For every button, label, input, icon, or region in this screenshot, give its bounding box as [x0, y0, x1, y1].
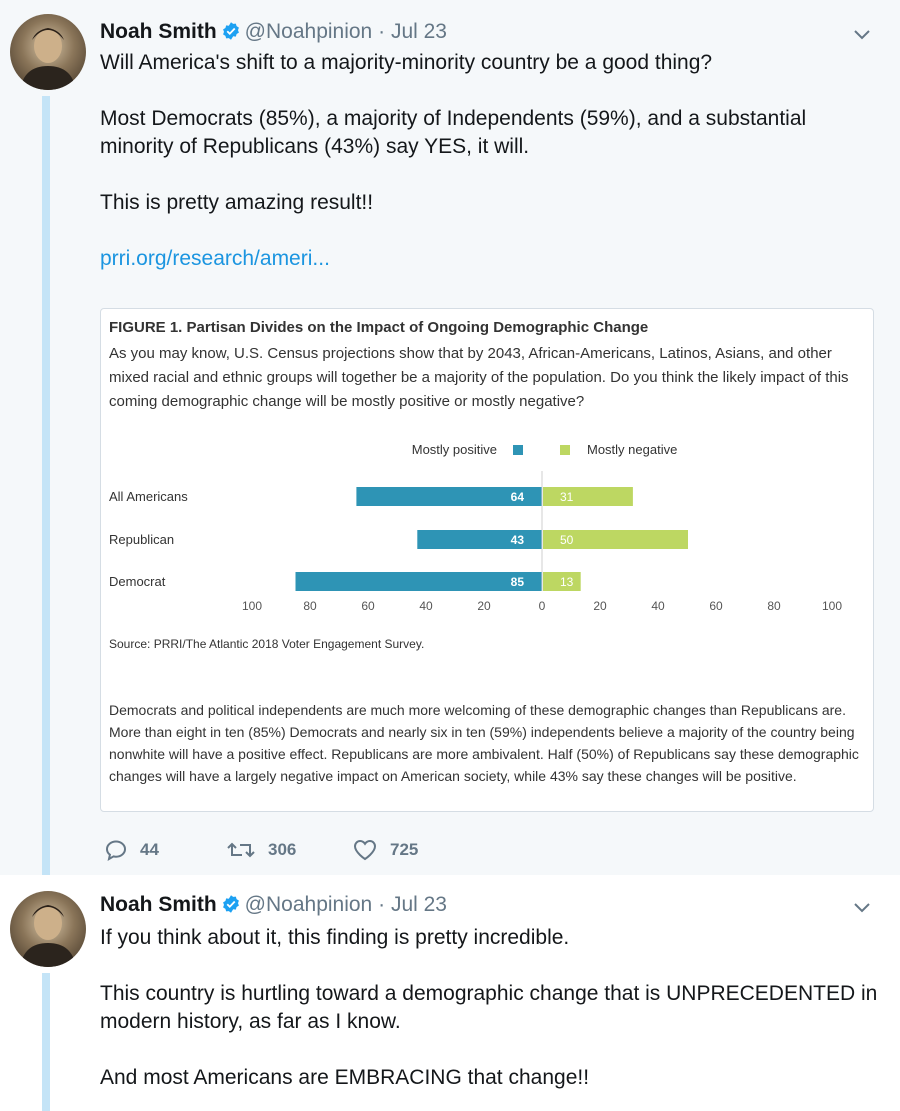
tweet-header — [100, 19, 447, 48]
reply-button[interactable] — [104, 838, 159, 862]
bar-positive-label: 64 — [510, 490, 524, 504]
author-handle[interactable]: @Noahpinion — [244, 20, 373, 43]
bar-negative-label: 50 — [560, 533, 574, 547]
legend-positive-swatch — [513, 445, 523, 455]
x-tick-label: 80 — [767, 599, 781, 613]
x-tick-label: 100 — [821, 599, 843, 613]
tweet-paragraph: This country is hurtling toward a demographic change that is UNPRECEDENTED in modern history, as far as I know. — [100, 982, 878, 1033]
tweet-text — [100, 49, 880, 273]
bar-positive-label: 85 — [510, 575, 524, 589]
diverging-bar-chart — [101, 429, 873, 619]
verified-badge-icon — [221, 894, 241, 921]
tweet-paragraph: And most Americans are EMBRACING that change!! — [100, 1066, 590, 1089]
timestamp[interactable]: Jul 23 — [390, 20, 447, 43]
avatar-portrait-icon — [10, 891, 86, 967]
reply-icon — [104, 838, 128, 862]
chevron-down-icon[interactable] — [850, 895, 874, 919]
tweet-header — [100, 892, 447, 921]
heart-icon — [352, 838, 378, 862]
bar-negative-label: 13 — [560, 575, 574, 589]
tweet-text — [100, 924, 880, 1092]
x-tick-label: 60 — [361, 599, 375, 613]
legend — [412, 442, 678, 457]
avatar[interactable] — [10, 14, 86, 90]
avatar-portrait-icon — [10, 14, 86, 90]
category-label: Republican — [109, 532, 175, 547]
chevron-down-icon[interactable] — [850, 22, 874, 46]
x-tick-label: 20 — [477, 599, 491, 613]
bar-positive — [296, 572, 543, 591]
verified-badge-icon — [221, 21, 241, 48]
tweet-link[interactable]: prri.org/research/ameri... — [100, 247, 330, 270]
author-name[interactable]: Noah Smith — [100, 20, 217, 43]
legend-negative-swatch — [560, 445, 570, 455]
like-count: 725 — [390, 840, 419, 859]
figure-source: Source: PRRI/The Atlantic 2018 Voter Engagement Survey. — [109, 637, 425, 651]
separator-dot: · — [378, 20, 386, 43]
x-tick-label: 20 — [593, 599, 607, 613]
like-button[interactable] — [352, 838, 418, 862]
figure-description: Democrats and political independents are much more welcoming of these demographic changes than Republicans are. More than eight in ten (85%) Democrats and nearly six in ten (59%) independents believe a majority of the country being nonwhite will have a positive effect. Republicans are more ambivalent. Half (50%) of Republicans say these demographic changes will have a largely negative impact on American society, while 43% say these changes will be positive. — [109, 702, 859, 784]
figure-title: FIGURE 1. Partisan Divides on the Impact of Ongoing Demographic Change — [109, 319, 649, 336]
retweet-count: 306 — [268, 840, 297, 859]
separator-dot: · — [378, 893, 386, 916]
retweet-icon — [226, 838, 256, 862]
retweet-button[interactable] — [226, 838, 296, 862]
tweet-paragraph: Most Democrats (85%), a majority of Independents (59%), and a substantial minority of Republicans (43%) say YES, it will. — [100, 107, 807, 158]
timestamp[interactable]: Jul 23 — [390, 893, 447, 916]
legend-positive-label: Mostly positive — [411, 442, 497, 457]
tweet-2[interactable] — [0, 875, 900, 1111]
figure-question: As you may know, U.S. Census projections show that by 2043, African-Americans, Latinos, Asians, and other mixed racial and ethnic groups will together be a majority of the population. Do you think the likely impact of this coming demographic change will be mostly positive or mostly negative? — [109, 345, 849, 410]
x-tick-label: 40 — [651, 599, 665, 613]
thread-line — [42, 973, 50, 1111]
x-tick-label: 40 — [419, 599, 433, 613]
thread-line — [42, 96, 50, 875]
tweet-paragraph: Will America's shift to a majority-minority country be a good thing? — [100, 51, 713, 74]
x-tick-label: 60 — [709, 599, 723, 613]
figure-card[interactable] — [100, 308, 874, 812]
x-tick-label: 80 — [303, 599, 317, 613]
bar-negative — [543, 487, 633, 506]
tweet-paragraph: This is pretty amazing result!! — [100, 191, 374, 214]
author-handle[interactable]: @Noahpinion — [244, 893, 373, 916]
tweet-paragraph: If you think about it, this finding is pretty incredible. — [100, 926, 570, 949]
x-tick-label: 0 — [538, 599, 546, 613]
reply-count: 44 — [140, 840, 159, 859]
bar-positive-label: 43 — [510, 533, 524, 547]
x-tick-label: 100 — [241, 599, 263, 613]
category-label: Democrat — [109, 574, 166, 589]
bar-negative-label: 31 — [560, 490, 574, 504]
legend-negative-label: Mostly negative — [587, 442, 678, 457]
author-name[interactable]: Noah Smith — [100, 893, 217, 916]
category-label: All Americans — [109, 489, 188, 504]
avatar[interactable] — [10, 891, 86, 967]
